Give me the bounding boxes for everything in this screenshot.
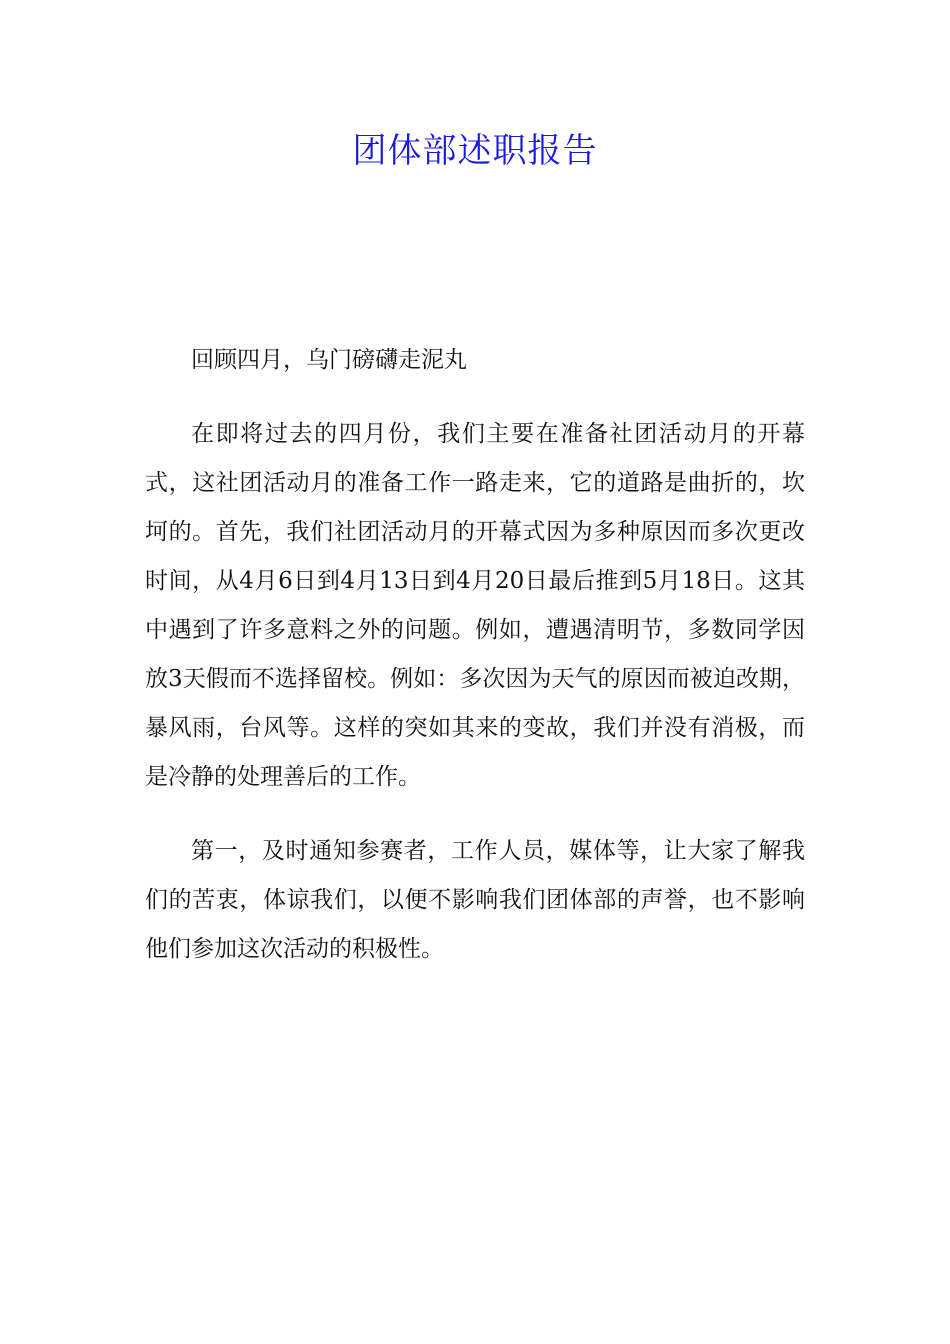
paragraph-april-preparation: 在即将过去的四月份，我们主要在准备社团活动月的开幕式，这社团活动月的准备工作一路走来，它的道路是曲折的，坎坷的。首先，我们社团活动月的开幕式因为多种原因而多次更改时间，从4月6日到4月13日到4月20日最后推到5月18日。这其中遇到了许多意料之外的问题。例如，遭遇清明节，多数同学因放3天假而不选择留校。例如：多次因为天气的原因而被迫改期，暴风雨，台风等。这样的突如其来的变故，我们并没有消极，而是冷静的处理善后的工作。	[145, 421, 805, 790]
document-title: 团体部述职报告	[352, 131, 598, 171]
paragraph-first-point: 第一，及时通知参赛者，工作人员，媒体等，让大家了解我们的苦衷，体谅我们，以便不影响我们团体部的声誉，也不影响他们参加这次活动的积极性。	[145, 838, 805, 962]
paragraph-heading: 回顾四月，乌门磅礴走泥丸	[191, 347, 467, 373]
document-body	[145, 336, 805, 999]
